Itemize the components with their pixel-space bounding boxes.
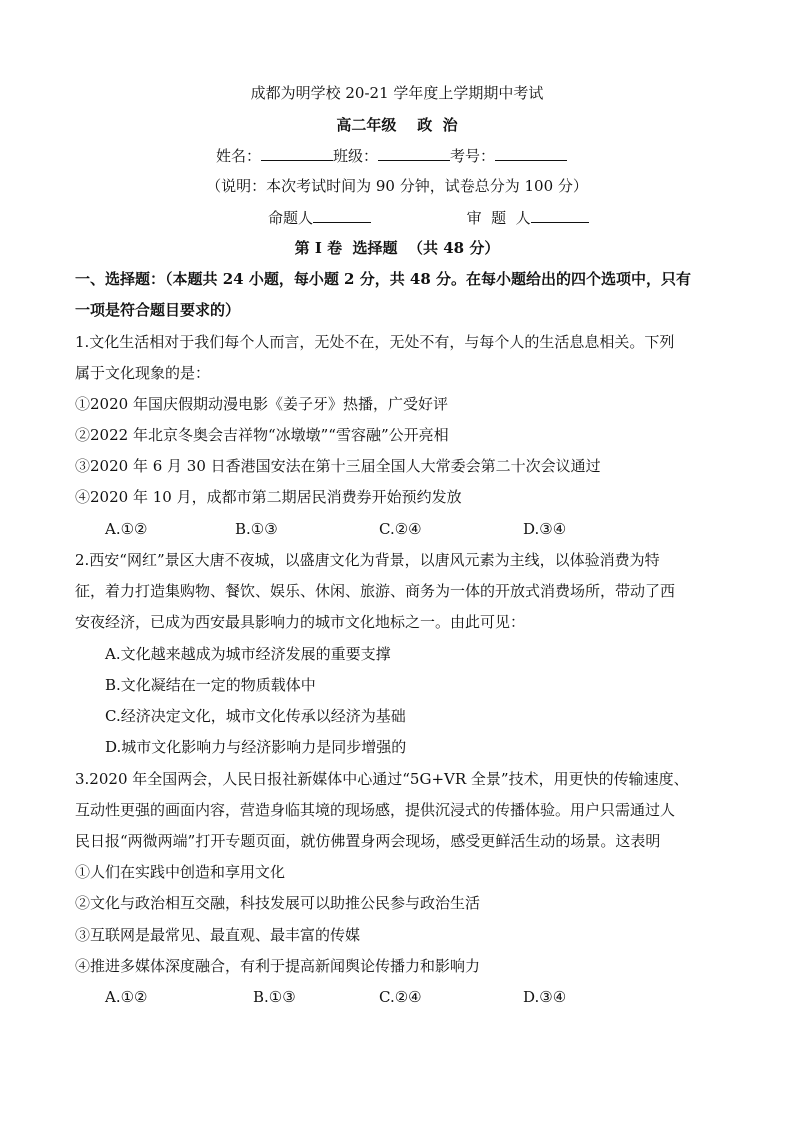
name-blank[interactable] (261, 145, 333, 161)
grade-subject: 高二年级 政 治 (336, 116, 458, 134)
setter-row (268, 207, 628, 228)
setter-label: 命题人 (268, 209, 314, 227)
q3-item-3: ③互联网是最常见、最直观、最丰富的传媒 (75, 926, 361, 944)
name-label: 姓名： (216, 147, 262, 165)
q1-item-4: ④2020 年 10 月，成都市第二期居民消费券开始预约发放 (75, 488, 462, 506)
q1-option-b[interactable]: B.①③ (235, 520, 278, 538)
q2-stem-line-1: 2.西安“网红”景区大唐不夜城，以盛唐文化为背景，以唐风元素为主线，以体验消费为特 (75, 551, 660, 569)
class-blank[interactable] (378, 145, 450, 161)
q1-option-a[interactable]: A.①② (105, 520, 148, 538)
q1-option-c[interactable]: C.②④ (379, 520, 422, 538)
q1-stem-line-1: 1.文化生活相对于我们每个人而言，无处不在，无处不有，与每个人的生活息息相关。下列 (75, 333, 675, 351)
q2-choice-b[interactable]: B.文化凝结在一定的物质载体中 (105, 676, 316, 694)
q2-choice-d[interactable]: D.城市文化影响力与经济影响力是同步增强的 (105, 738, 407, 756)
section-instruction-1: 一、选择题：（本题共 24 小题，每小题 2 分，共 48 分。在每小题给出的四个选项中，只有 (75, 270, 692, 288)
q3-stem-line-3: 民日报“两微两端”打开专题页面，就仿佛置身两会现场，感受更鲜活生动的场景。这表明 (75, 832, 661, 850)
q2-choice-c[interactable]: C.经济决定文化，城市文化传承以经济为基础 (105, 707, 406, 725)
exam-note: （说明：本次考试时间为 90 分钟，试卷总分为 100 分） (206, 177, 588, 195)
q1-item-2: ②2022 年北京冬奥会吉祥物“冰墩墩”“雪容融”公开亮相 (75, 426, 449, 444)
q3-item-2: ②文化与政治相互交融，科技发展可以助推公民参与政治生活 (75, 894, 481, 912)
setter-blank[interactable] (313, 207, 371, 223)
section-instruction-2: 一项是符合题目要求的） (75, 301, 241, 319)
student-info-row (216, 145, 616, 166)
q3-option-d[interactable]: D.③④ (523, 988, 567, 1006)
q2-stem-line-2: 征，着力打造集购物、餐饮、娱乐、休闲、旅游、商务为一体的开放式消费场所，带动了西 (75, 582, 676, 600)
class-label: 班级： (333, 147, 379, 165)
q1-item-3: ③2020 年 6 月 30 日香港国安法在第十三届全国人大常委会第二十次会议通过 (75, 457, 601, 475)
q3-item-1: ①人们在实践中创造和享用文化 (75, 863, 286, 881)
q3-stem-line-2: 互动性更强的画面内容，营造身临其境的现场感，提供沉浸式的传播体验。用户只需通过人 (75, 801, 676, 819)
reviewer-label: 审 题 人 (466, 209, 531, 227)
exam-no-blank[interactable] (495, 145, 567, 161)
q2-choice-a[interactable]: A.文化越来越成为城市经济发展的重要支撑 (105, 645, 391, 663)
school-title: 成都为明学校 20-21 学年度上学期期中考试 (250, 84, 544, 102)
q1-stem-line-2: 属于文化现象的是： (75, 364, 211, 382)
q3-option-c[interactable]: C.②④ (379, 988, 422, 1006)
q2-stem-line-3: 安夜经济，已成为西安最具影响力的城市文化地标之一。由此可见： (75, 613, 526, 631)
section-title: 第 I 卷 选择题 （共 48 分） (294, 239, 500, 257)
q3-option-a[interactable]: A.①② (105, 988, 148, 1006)
q3-item-4: ④推进多媒体深度融合，有利于提高新闻舆论传播力和影响力 (75, 957, 481, 975)
reviewer-blank[interactable] (531, 207, 589, 223)
q1-item-1: ①2020 年国庆假期动漫电影《姜子牙》热播，广受好评 (75, 395, 448, 413)
exam-no-label: 考号： (450, 147, 496, 165)
q3-stem-line-1: 3.2020 年全国两会，人民日报社新媒体中心通过“5G+VR 全景”技术，用更快的传输速度、 (75, 770, 689, 788)
q3-option-b[interactable]: B.①③ (253, 988, 296, 1006)
q1-option-d[interactable]: D.③④ (523, 520, 567, 538)
